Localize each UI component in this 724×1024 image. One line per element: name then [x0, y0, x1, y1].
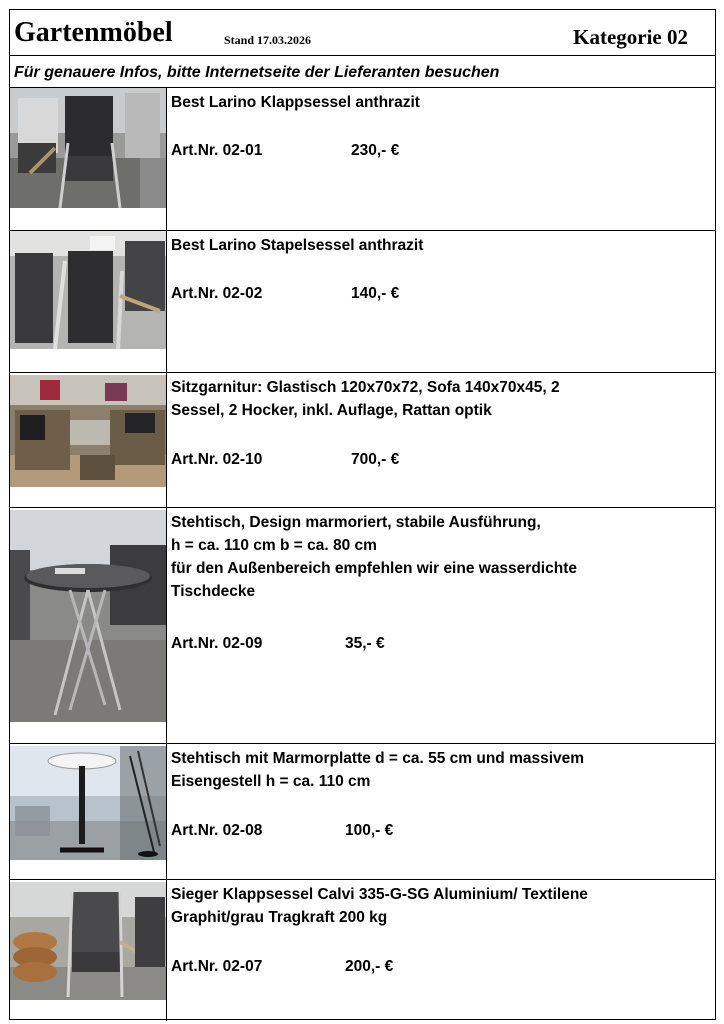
- price: 200,- €: [345, 958, 394, 975]
- article-line: [171, 285, 400, 303]
- price: 35,- €: [345, 635, 385, 652]
- description-line: für den Außenbereich empfehlen wir eine wasserdichte: [171, 560, 577, 577]
- product-row: [10, 880, 715, 1021]
- category-label: Kategorie 02: [573, 25, 688, 49]
- photo-cell: [10, 744, 167, 879]
- photo-cell: [10, 508, 167, 743]
- rattan-lounge-set-photo: [10, 375, 166, 487]
- product-description: [171, 234, 709, 257]
- article-number: Art.Nr. 02-02: [171, 285, 263, 302]
- price: 700,- €: [351, 451, 400, 468]
- article-line: [171, 635, 385, 653]
- description-line: Best Larino Klappsessel anthrazit: [171, 94, 420, 111]
- folding-chairs-photo: [10, 88, 166, 208]
- description-line: Sitzgarnitur: Glastisch 120x70x72, Sofa 140x70x45, 2: [171, 379, 560, 396]
- product-row: [10, 231, 715, 373]
- product-description: [171, 376, 709, 422]
- description-line: Tischdecke: [171, 583, 256, 600]
- description-line: Graphit/grau Tragkraft 200 kg: [171, 909, 388, 926]
- description-line: Stehtisch mit Marmorplatte d = ca. 55 cm und massivem: [171, 750, 585, 767]
- product-description: [171, 747, 709, 793]
- description-line: Sessel, 2 Hocker, inkl. Auflage, Rattan optik: [171, 402, 492, 419]
- product-row: [10, 88, 715, 231]
- stacking-chairs-photo: [10, 231, 166, 349]
- article-number: Art.Nr. 02-09: [171, 635, 263, 652]
- product-description: [171, 91, 709, 114]
- catalog-sheet: [9, 9, 716, 1020]
- standing-table-photo: [10, 510, 166, 722]
- photo-cell: [10, 880, 167, 1021]
- photo-cell: [10, 373, 167, 507]
- article-number: Art.Nr. 02-08: [171, 822, 263, 839]
- article-line: [171, 451, 400, 469]
- price: 230,- €: [351, 142, 400, 159]
- page-title: Gartenmöbel: [14, 17, 173, 48]
- article-number: Art.Nr. 02-10: [171, 451, 263, 468]
- price: 100,- €: [345, 822, 394, 839]
- article-line: [171, 142, 400, 160]
- description-line: Sieger Klappsessel Calvi 335-G-SG Aluminium/ Textilene: [171, 886, 588, 903]
- description-line: h = ca. 110 cm b = ca. 80 cm: [171, 537, 377, 554]
- article-line: [171, 822, 394, 840]
- product-row: [10, 744, 715, 880]
- price: 140,- €: [351, 285, 400, 302]
- info-note: Für genauere Infos, bitte Internetseite der Lieferanten besuchen: [10, 56, 715, 88]
- description-line: Best Larino Stapelsessel anthrazit: [171, 237, 424, 254]
- aluminium-folding-chair-photo: [10, 882, 166, 1000]
- photo-cell: [10, 88, 167, 230]
- product-row: [10, 373, 715, 508]
- description-line: Stehtisch, Design marmoriert, stabile Ausführung,: [171, 514, 541, 531]
- page-header: [10, 10, 715, 56]
- product-row: [10, 508, 715, 744]
- article-number: Art.Nr. 02-01: [171, 142, 263, 159]
- description-line: Eisengestell h = ca. 110 cm: [171, 773, 371, 790]
- product-description: [171, 511, 709, 603]
- article-line: [171, 958, 394, 976]
- date-stamp: Stand 17.03.2026: [224, 33, 312, 47]
- marble-standing-table-photo: [10, 746, 166, 860]
- photo-cell: [10, 231, 167, 372]
- article-number: Art.Nr. 02-07: [171, 958, 263, 975]
- product-description: [171, 883, 709, 929]
